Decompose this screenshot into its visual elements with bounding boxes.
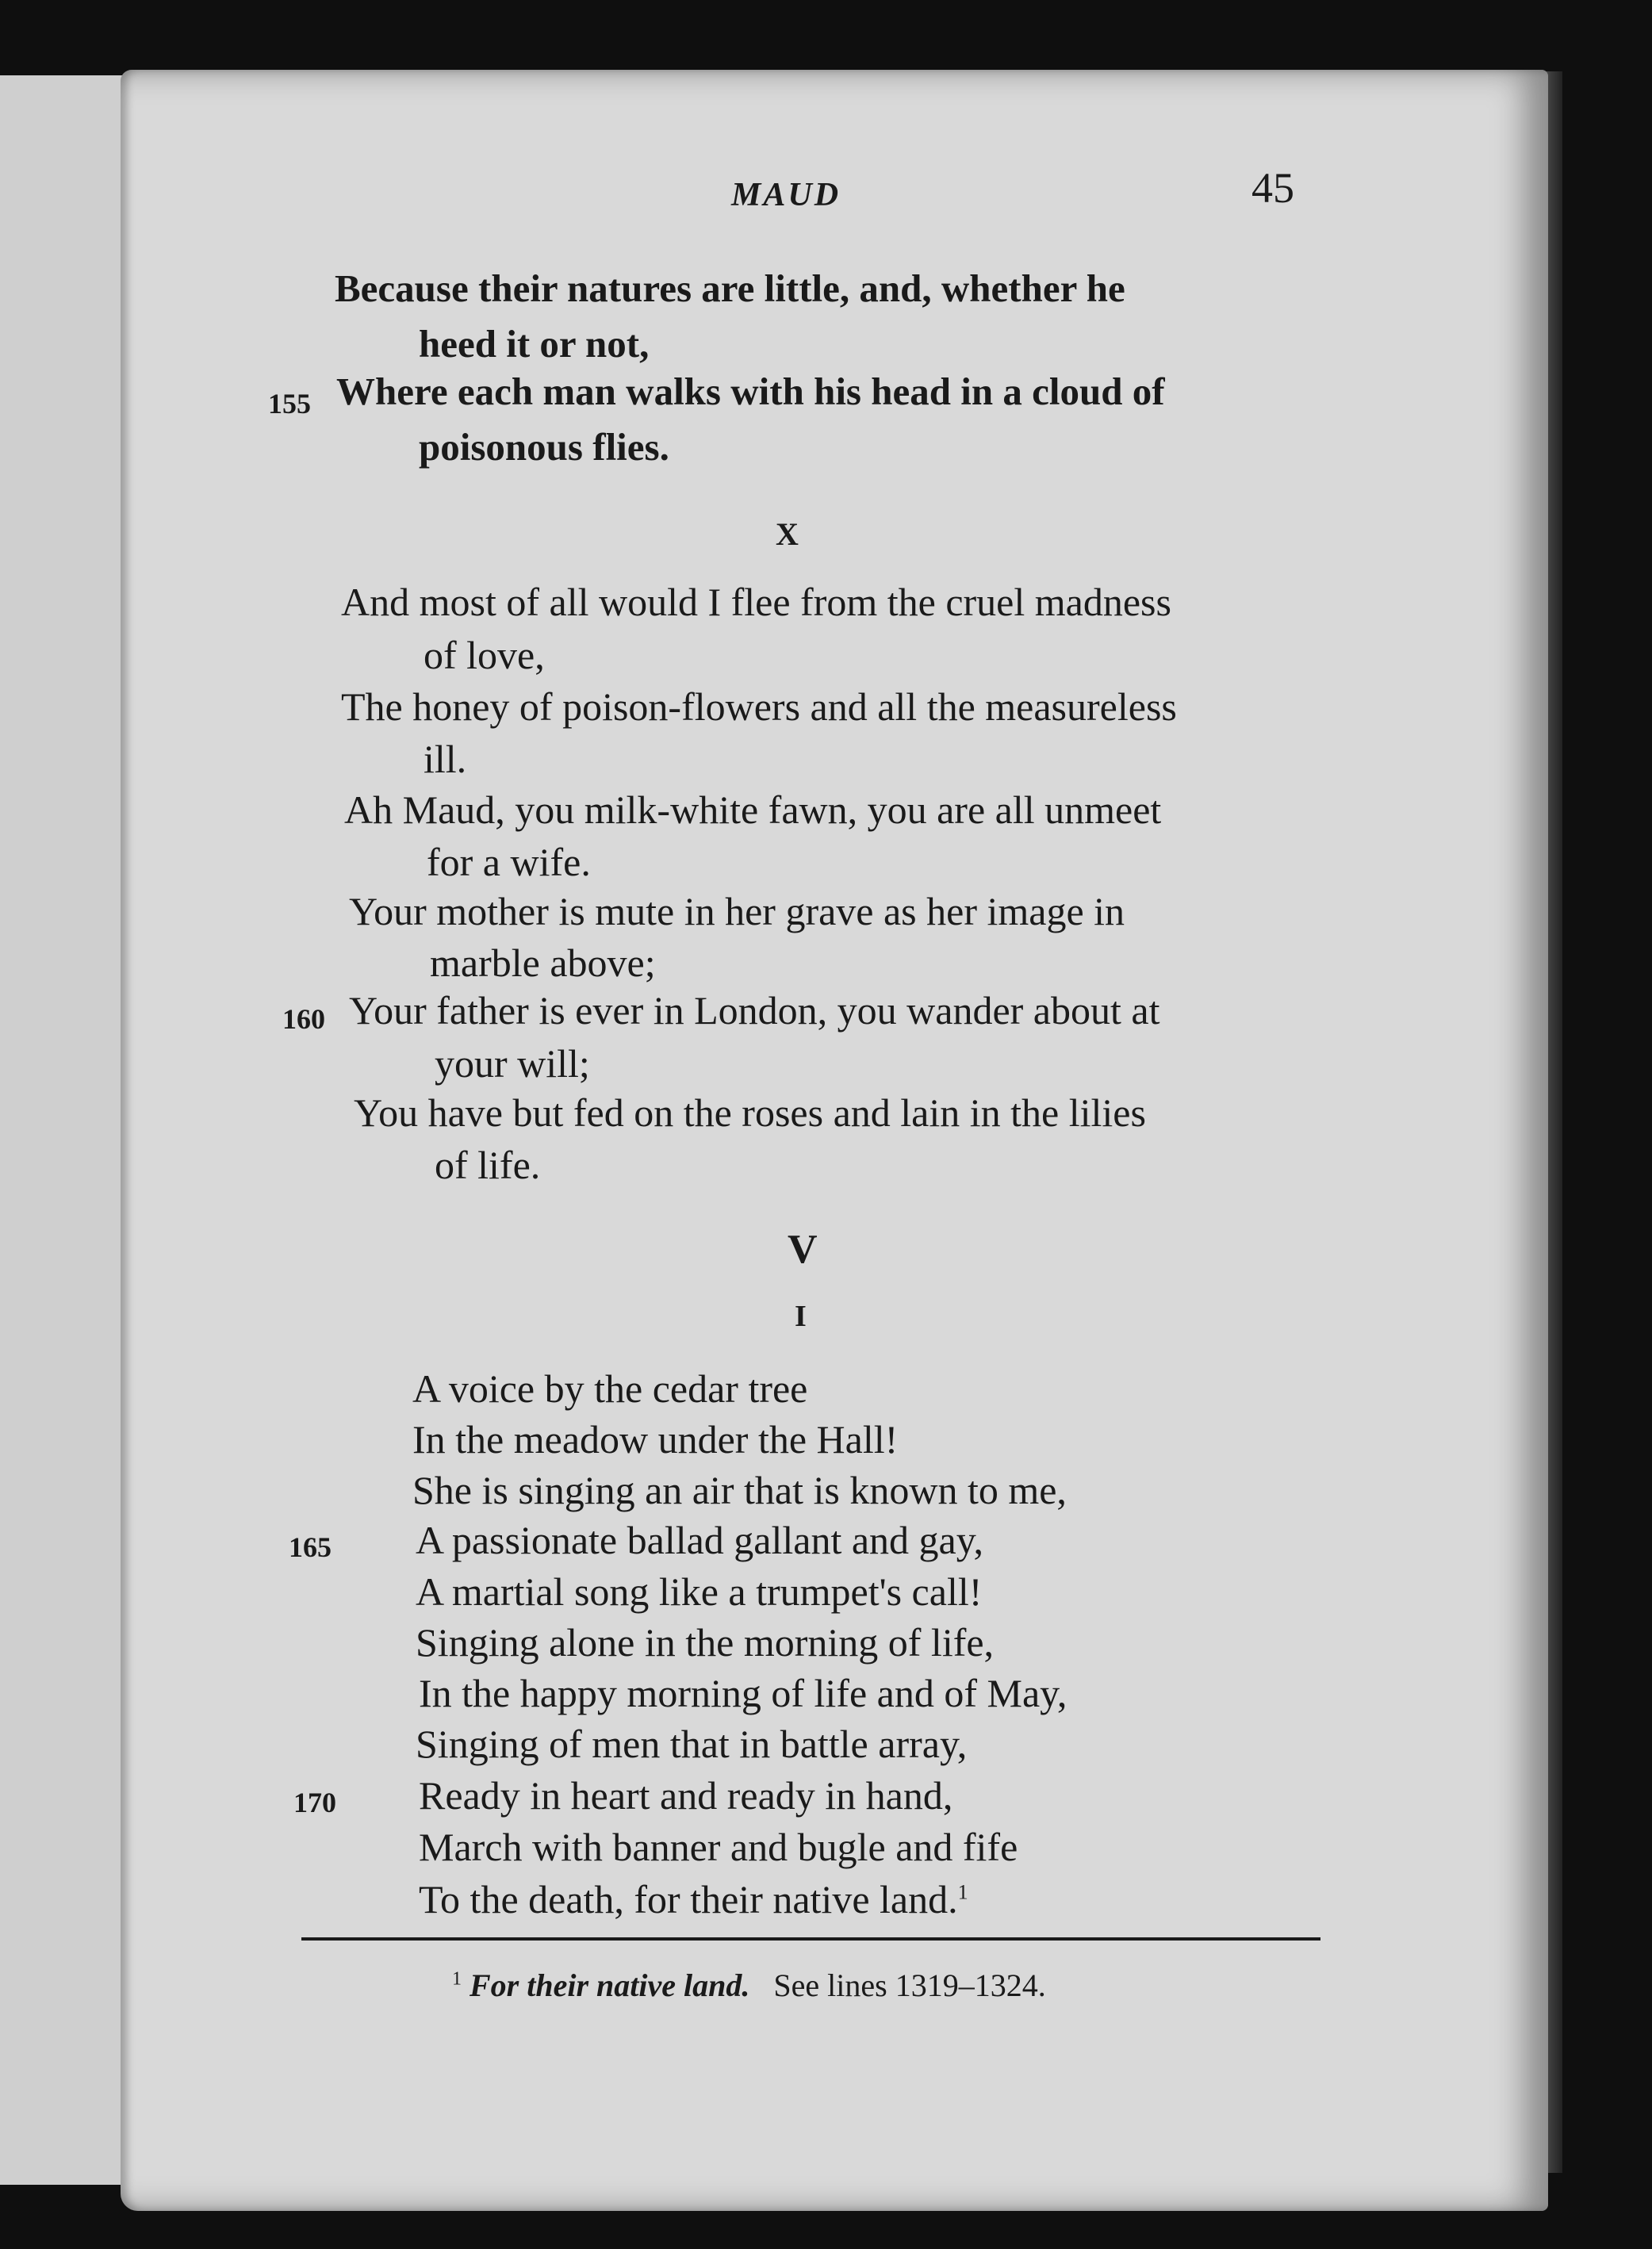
poem-line: marble above; xyxy=(430,941,656,985)
poem-line: Where each man walks with his head in a cloud of xyxy=(336,370,1165,413)
poem-line: Your father is ever in London, you wander about at xyxy=(349,988,1160,1033)
footnote-italic: For their native land. xyxy=(470,1967,750,2003)
line-number: 170 xyxy=(293,1787,336,1818)
poem-line-last xyxy=(419,1876,968,1922)
poem-line: She is singing an air that is known to me, xyxy=(412,1468,1067,1512)
poem-line: your will; xyxy=(435,1041,590,1086)
footnote-marker: 1 xyxy=(957,1880,968,1904)
poem-line: And most of all would I flee from the cruel madness xyxy=(341,580,1171,624)
line-number: 155 xyxy=(268,388,311,420)
poem-line: March with banner and bugle and fife xyxy=(419,1825,1018,1869)
subsection-heading: I xyxy=(795,1300,807,1333)
poem-line: In the meadow under the Hall! xyxy=(412,1417,899,1462)
poem-line: Ah Maud, you milk-white fawn, you are all unmeet xyxy=(344,787,1162,832)
poem-line: poisonous flies. xyxy=(419,425,669,469)
poem-line: ill. xyxy=(424,737,467,781)
page-number: 45 xyxy=(1251,164,1294,212)
poem-line-text: To the death, for their native land. xyxy=(419,1877,958,1921)
poem-line: Singing of men that in battle array, xyxy=(416,1722,968,1766)
part-heading: V xyxy=(788,1227,818,1272)
poem-line: Your mother is mute in her grave as her image in xyxy=(349,889,1125,933)
poem-line: In the happy morning of life and of May, xyxy=(419,1671,1067,1715)
line-number: 160 xyxy=(282,1003,325,1035)
running-header: MAUD xyxy=(731,177,841,213)
poem-line: heed it or not, xyxy=(419,322,650,366)
poem-line: Ready in heart and ready in hand, xyxy=(419,1773,953,1818)
poem-line: of life. xyxy=(435,1143,541,1187)
line-number: 165 xyxy=(289,1531,332,1563)
poem-line: for a wife. xyxy=(427,840,591,884)
footnote-number: 1 xyxy=(452,1968,462,1990)
poem-line: Because their natures are little, and, whether he xyxy=(335,266,1125,310)
left-page-edge xyxy=(0,75,128,2185)
poem-line: of love, xyxy=(424,633,545,677)
poem-line: The honey of poison-flowers and all the measureless xyxy=(341,684,1177,729)
poem-line: A martial song like a trumpet's call! xyxy=(416,1569,983,1614)
footnote-reference: See lines 1319–1324. xyxy=(773,1967,1046,2003)
poem-line: A passionate ballad gallant and gay, xyxy=(416,1518,983,1562)
footnote-rule xyxy=(301,1937,1320,1941)
poem-line: You have but fed on the roses and lain in the lilies xyxy=(354,1090,1146,1135)
poem-line: A voice by the cedar tree xyxy=(412,1366,808,1411)
footnote xyxy=(452,1967,1046,2004)
poem-line: Singing alone in the morning of life, xyxy=(416,1620,995,1665)
section-heading: X xyxy=(776,516,799,552)
